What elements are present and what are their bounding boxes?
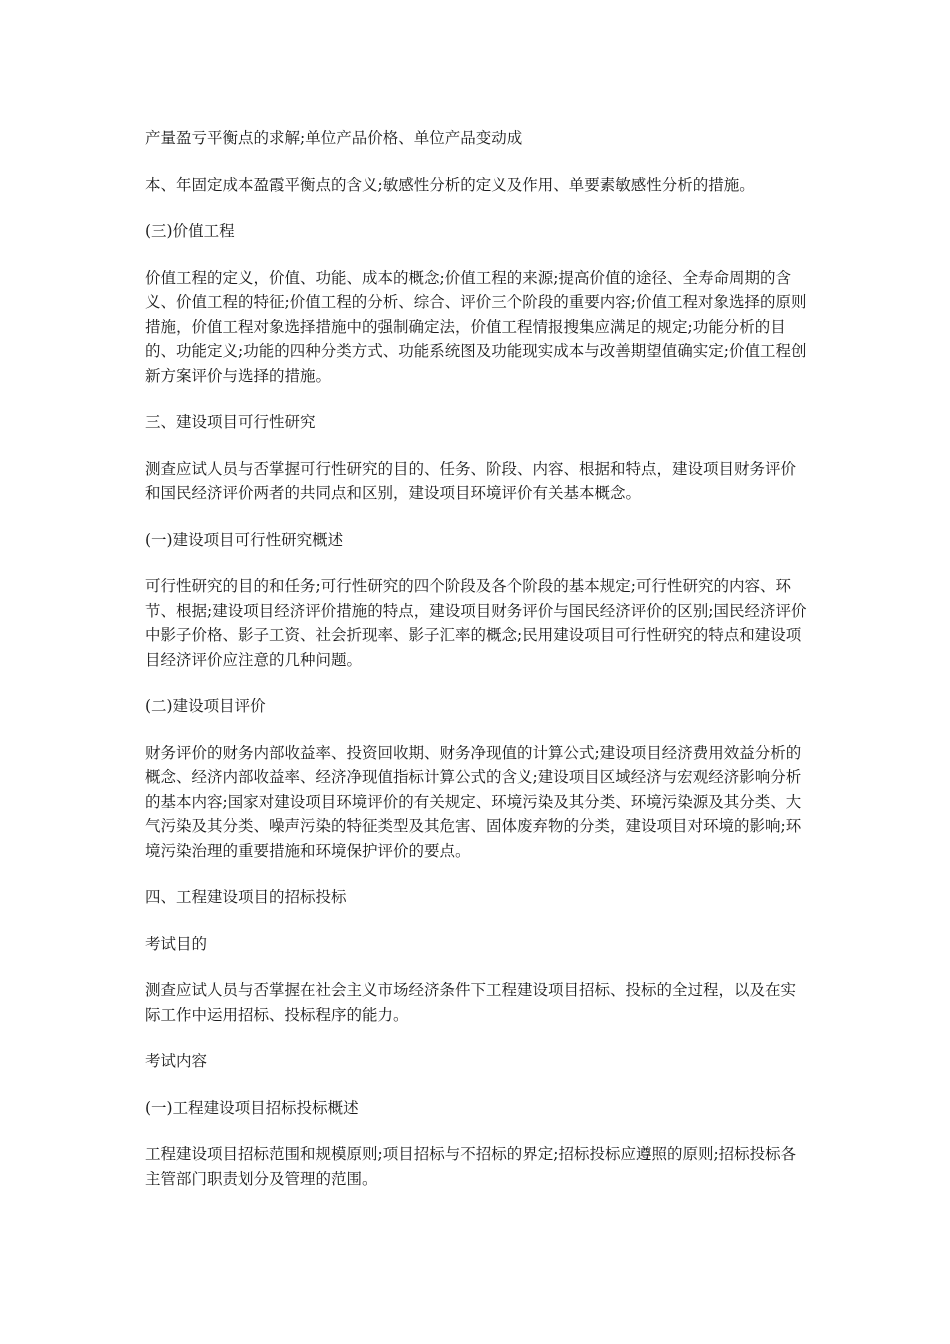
paragraph-value-engineering: 价值工程的定义，价值、功能、成本的概念;价值工程的来源;提高价值的途径、全寿命周期的含义、价值工程的特征;价值工程的分析、综合、评价三个阶段的重要内容;价值工程对象选择的原则措施，价值工程对象选择措施中的强制确定法，价值工程情报搜集应满足的规定;功能分析的目的、功能定义;功能的四种分类方式、功能系统图及功能现实成本与改善期望值确实定;价值工程创新方案评价与选择的措施。 xyxy=(145,268,807,385)
heading-feasibility-study: 三、建设项目可行性研究 xyxy=(145,413,316,431)
heading-exam-content: 考试内容 xyxy=(145,1052,208,1070)
paragraph-breakeven-meaning: 本、年固定成本盈霞平衡点的含义;敏感性分析的定义及作用、单要素敏感性分析的措施。 xyxy=(145,175,755,194)
heading-bidding: 四、工程建设项目的招标投标 xyxy=(145,888,347,906)
paragraph-project-evaluation: 财务评价的财务内部收益率、投资回收期、财务净现值的计算公式;建设项目经济费用效益分析的概念、经济内部收益率、经济净现值指标计算公式的含义;建设项目区域经济与宏观经济影响分析的基本内容;国家对建设项目环境评价的有关规定、环境污染及其分类、环境污染源及其分类、大气污染及其分类、噪声污染的特征类型及其危害、固体废弃物的分类，建设项目对环境的影响;环境污染治理的重要措施和环境保护评价的要点。 xyxy=(145,743,802,860)
paragraph-feasibility-overview: 可行性研究的目的和任务;可行性研究的四个阶段及各个阶段的基本规定;可行性研究的内容、环节、根据;建设项目经济评价措施的特点，建设项目财务评价与国民经济评价的区别;国民经济评价中影子价格、影子工资、社会折现率、影子汇率的概念;民用建设项目可行性研究的特点和建设项目经济评价应注意的几种问题。 xyxy=(145,577,807,669)
paragraph-bidding-overview: 工程建设项目招标范围和规模原则;项目招标与不招标的界定;招标投标应遵照的原则;招标投标各主管部门职责划分及管理的范围。 xyxy=(145,1145,797,1188)
paragraph-breakeven-solution: 产量盈亏平衡点的求解;单位产品价格、单位产品变动成 xyxy=(145,129,523,147)
heading-exam-objective: 考试目的 xyxy=(145,934,208,953)
paragraph-feasibility-objective: 测查应试人员与否掌握可行性研究的目的、任务、阶段、内容、根据和特点，建设项目财务评价和国民经济评价两者的共同点和区别，建设项目环境评价有关基本概念。 xyxy=(145,459,797,502)
document-body xyxy=(145,126,810,1213)
heading-feasibility-overview: (一)建设项目可行性研究概述 xyxy=(145,530,344,549)
paragraph-exam-objective: 测查应试人员与否掌握在社会主义市场经济条件下工程建设项目招标、投标的全过程，以及在实际工作中运用招标、投标程序的能力。 xyxy=(145,981,797,1024)
heading-project-evaluation: (二)建设项目评价 xyxy=(145,697,266,715)
heading-bidding-overview: (一)工程建设项目招标投标概述 xyxy=(145,1098,359,1117)
heading-value-engineering: (三)价值工程 xyxy=(145,222,235,240)
